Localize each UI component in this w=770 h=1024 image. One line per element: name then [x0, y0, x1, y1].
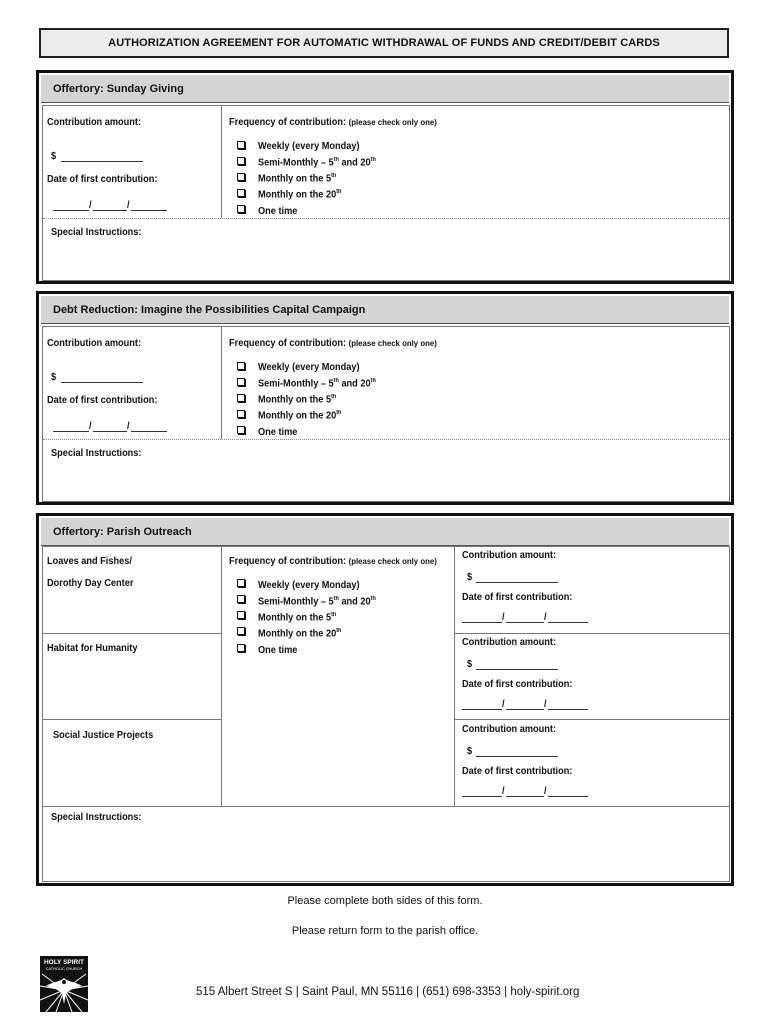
- dollar-sign: $: [51, 372, 57, 383]
- contribution-amount-label: Contribution amount:: [462, 637, 557, 648]
- special-instructions-field[interactable]: [47, 460, 727, 498]
- special-instructions-label: Special Instructions:: [51, 227, 142, 238]
- date-month-field[interactable]: [462, 796, 502, 797]
- amount-field-social-justice[interactable]: [476, 756, 558, 757]
- contribution-amount-label: Contribution amount:: [462, 724, 557, 735]
- item-dorothy-day: Dorothy Day Center: [47, 578, 134, 589]
- contribution-amount-label: Contribution amount:: [47, 117, 142, 128]
- checkbox-weekly[interactable]: [237, 362, 245, 370]
- contribution-amount-label: Contribution amount:: [47, 338, 142, 349]
- date-day-field[interactable]: [506, 709, 544, 710]
- frequency-label: Frequency of contribution: (please check only one): [229, 556, 437, 567]
- date-month-field[interactable]: [53, 210, 89, 211]
- checkbox-monthly-20th[interactable]: [237, 410, 245, 418]
- section-debt-reduction: Debt Reduction: Imagine the Possibilities Capital Campaign Contribution amount: $ Date of first contribution: / / Frequency of contribution: (please check only one) Weekly (every Monday) Semi-Monthly – 5th and 20th Monthly on the 5th Monthly on the 20th One time Special Instructions:: [36, 291, 734, 505]
- item-habitat: Habitat for Humanity: [47, 643, 138, 654]
- amount-field[interactable]: [61, 382, 143, 383]
- section-sunday-giving: Offertory: Sunday Giving Contribution amount: $ Date of first contribution: / / Frequency of contribution: (please check only one) Weekly (every Monday) Semi-Monthly – 5th and 20th Monthly on the 5th Monthly on the 20th One time Special Instructions:: [36, 70, 734, 284]
- section-header: Offertory: Parish Outreach: [41, 518, 729, 546]
- date-month-field[interactable]: [462, 709, 502, 710]
- section-parish-outreach: Offertory: Parish Outreach Loaves and Fishes/ Dorothy Day Center Habitat for Humanity Social Justice Projects Frequency of contribution: (please check only one) Weekly (every Monday) Semi-Monthly – 5th and 20th Monthly on the 5th Monthly on the 20th One time Contribution amount: $ Date of first contribution: / / Contribution amount: $ Date of first contribution: / / Contribution amount: $ Date of first contribution: / / Special Instructions:: [36, 513, 734, 886]
- section-header: Debt Reduction: Imagine the Possibilities Capital Campaign: [41, 296, 729, 324]
- amount-field-loaves[interactable]: [476, 582, 558, 583]
- checkbox-weekly[interactable]: [237, 141, 245, 149]
- checkbox-monthly-5th[interactable]: [237, 611, 245, 619]
- checkbox-one-time[interactable]: [237, 644, 245, 652]
- checkbox-semi-monthly[interactable]: [237, 378, 245, 386]
- section-header: Offertory: Sunday Giving: [41, 75, 729, 103]
- special-instructions-field[interactable]: [47, 239, 727, 277]
- dollar-sign: $: [51, 151, 57, 162]
- checkbox-monthly-5th[interactable]: [237, 173, 245, 181]
- date-year-field[interactable]: [548, 796, 588, 797]
- special-instructions-field[interactable]: [47, 826, 727, 878]
- form-title: AUTHORIZATION AGREEMENT FOR AUTOMATIC WITHDRAWAL OF FUNDS AND CREDIT/DEBIT CARDS: [39, 28, 729, 58]
- date-first-label: Date of first contribution:: [47, 395, 158, 406]
- amount-field[interactable]: [61, 161, 143, 162]
- date-month-field[interactable]: [53, 431, 89, 432]
- checkbox-semi-monthly[interactable]: [237, 157, 245, 165]
- footer-note-both-sides: Please complete both sides of this form.: [287, 895, 483, 907]
- footer-note-return: Please return form to the parish office.: [291, 925, 479, 937]
- special-instructions-label: Special Instructions:: [51, 448, 142, 459]
- frequency-label: Frequency of contribution: (please check only one): [229, 338, 437, 349]
- date-month-field[interactable]: [462, 622, 502, 623]
- date-year-field[interactable]: [548, 622, 588, 623]
- footer-address: 515 Albert Street S | Saint Paul, MN 55116 | (651) 698-3353 | holy-spirit.org: [196, 986, 580, 998]
- checkbox-one-time[interactable]: [237, 205, 245, 213]
- item-social-justice: Social Justice Projects: [53, 730, 154, 741]
- frequency-label: Frequency of contribution: (please check only one): [229, 117, 437, 128]
- checkbox-one-time[interactable]: [237, 426, 245, 434]
- special-instructions-label: Special Instructions:: [51, 812, 142, 823]
- date-year-field[interactable]: [131, 210, 167, 211]
- date-year-field[interactable]: [131, 431, 167, 432]
- date-first-label: Date of first contribution:: [47, 174, 158, 185]
- checkbox-semi-monthly[interactable]: [237, 595, 245, 603]
- checkbox-monthly-20th[interactable]: [237, 189, 245, 197]
- amount-field-habitat[interactable]: [476, 669, 558, 670]
- checkbox-weekly[interactable]: [237, 579, 245, 587]
- item-loaves-fishes: Loaves and Fishes/: [47, 556, 132, 567]
- date-year-field[interactable]: [548, 709, 588, 710]
- church-logo: [40, 956, 88, 1012]
- date-day-field[interactable]: [93, 431, 127, 432]
- logo-text-line2: CATHOLIC CHURCH: [45, 967, 83, 971]
- contribution-amount-label: Contribution amount:: [462, 550, 557, 561]
- date-day-field[interactable]: [506, 622, 544, 623]
- checkbox-monthly-20th[interactable]: [237, 627, 245, 635]
- checkbox-monthly-5th[interactable]: [237, 394, 245, 402]
- date-day-field[interactable]: [506, 796, 544, 797]
- logo-text-line1: HOLY SPIRIT: [43, 959, 85, 966]
- date-day-field[interactable]: [93, 210, 127, 211]
